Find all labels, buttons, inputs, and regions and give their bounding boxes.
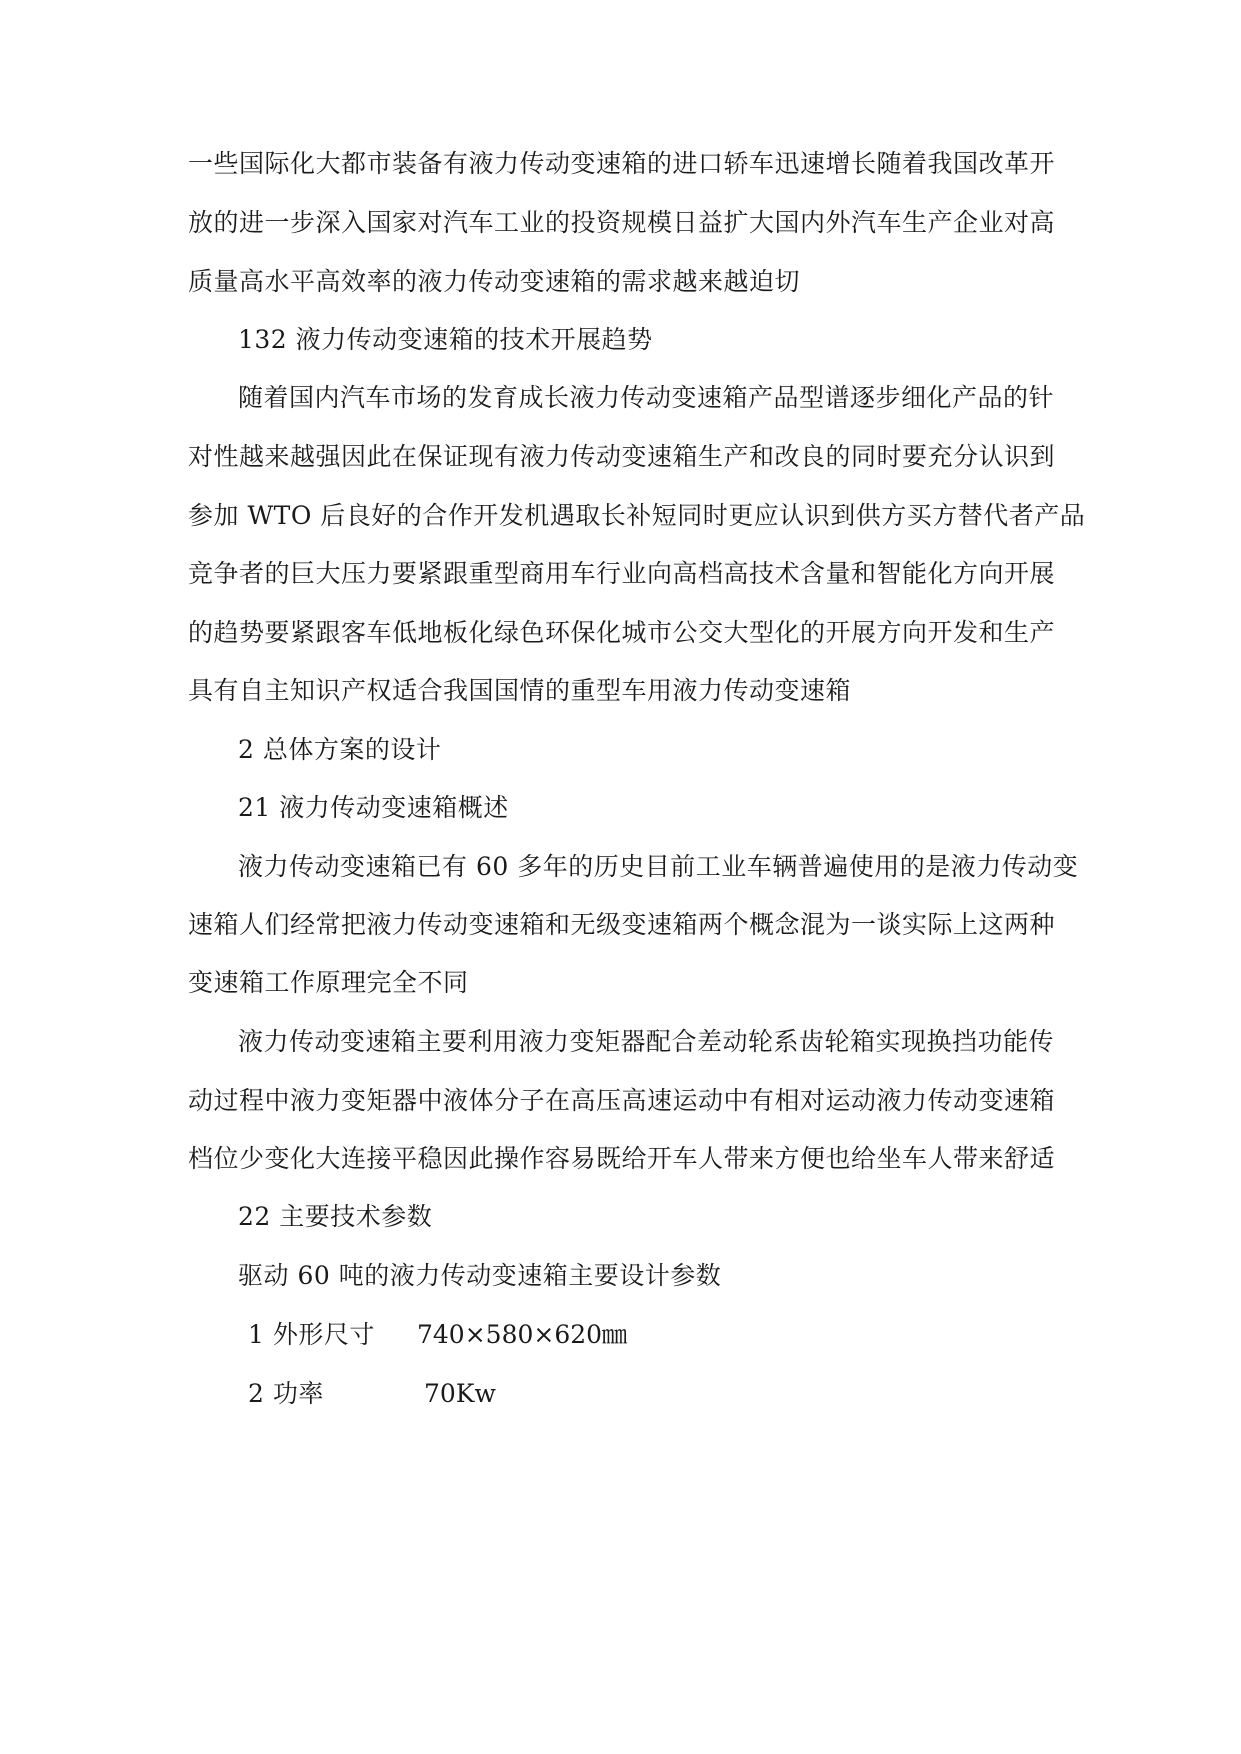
param-label: 1 外形尺寸 <box>248 1320 375 1349</box>
paragraph-line: 变速箱工作原理完全不同 <box>188 968 469 997</box>
paragraph-line: 的趋势要紧跟客车低地板化绿色环保化城市公交大型化的开展方向开发和生产 <box>188 618 1056 647</box>
paragraph-line: 液力传动变速箱主要利用液力变矩器配合差动轮系齿轮箱实现换挡功能传 <box>238 1027 1055 1056</box>
paragraph-line: 放的进一步深入国家对汽车工业的投资规模日益扩大国内外汽车生产企业对高 <box>188 208 1056 237</box>
param-value: 740×580×620㎜ <box>417 1320 628 1349</box>
paragraph-line: 一些国际化大都市装备有液力传动变速箱的进口轿车迅速增长随着我国改革开 <box>188 149 1056 178</box>
paragraph-line: 液力传动变速箱已有 60 多年的历史目前工业车辆普遍使用的是液力传动变 <box>238 852 1079 881</box>
param-label: 2 功率 <box>248 1379 324 1408</box>
paragraph-line: 档位少变化大连接平稳因此操作容易既给开车人带来方便也给坐车人带来舒适 <box>188 1144 1056 1173</box>
paragraph-line: 对性越来越强因此在保证现有液力传动变速箱生产和改良的同时要充分认识到 <box>188 442 1056 471</box>
section-heading-21: 21 液力传动变速箱概述 <box>238 793 509 822</box>
paragraph-line: 动过程中液力变矩器中液体分子在高压高速运动中有相对运动液力传动变速箱 <box>188 1086 1056 1115</box>
paragraph-line: 驱动 60 吨的液力传动变速箱主要设计参数 <box>238 1261 722 1290</box>
paragraph-line: 速箱人们经常把液力传动变速箱和无级变速箱两个概念混为一谈实际上这两种 <box>188 910 1056 939</box>
paragraph-line: 参加 WTO 后良好的合作开发机遇取长补短同时更应认识到供方买方替代者产品 <box>188 501 1086 530</box>
paragraph-line: 质量高水平高效率的液力传动变速箱的需求越来越迫切 <box>188 267 801 296</box>
section-heading-132: 132 液力传动变速箱的技术开展趋势 <box>238 325 653 354</box>
paragraph-line: 具有自主知识产权适合我国国情的重型车用液力传动变速箱 <box>188 676 852 705</box>
paragraph-line: 竞争者的巨大压力要紧跟重型商用车行业向高档高技术含量和智能化方向开展 <box>188 559 1056 588</box>
section-heading-22: 22 主要技术参数 <box>238 1202 433 1231</box>
section-heading-2: 2 总体方案的设计 <box>238 735 442 764</box>
param-value: 70Kw <box>424 1379 496 1408</box>
paragraph-line: 随着国内汽车市场的发育成长液力传动变速箱产品型谱逐步细化产品的针 <box>238 383 1055 412</box>
